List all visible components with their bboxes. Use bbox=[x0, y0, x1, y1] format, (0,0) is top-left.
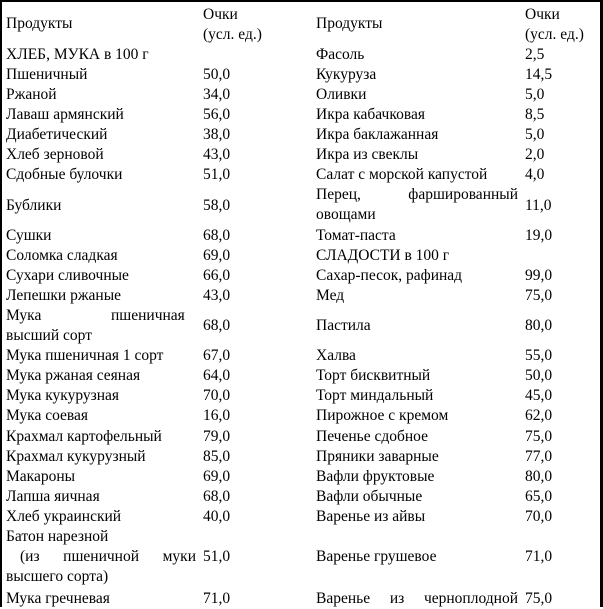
right-row-points: 99,0 bbox=[525, 267, 553, 284]
left-row-points: 43,0 bbox=[203, 146, 231, 163]
left-row-points: 40,0 bbox=[203, 508, 231, 525]
right-row-points: 70,0 bbox=[525, 508, 553, 525]
right-row-name: Томат-паста bbox=[316, 227, 396, 244]
left-row-name: Лепешки ржаные bbox=[6, 287, 122, 304]
left-row-points: 34,0 bbox=[203, 86, 231, 103]
right-row-points: 2,0 bbox=[525, 146, 545, 163]
left-row-name-line1-b: пшеничная bbox=[111, 307, 185, 324]
left-row-name: Мука соевая bbox=[6, 407, 89, 424]
table-top-border bbox=[0, 0, 603, 2]
left-row-name: Макароны bbox=[6, 468, 76, 485]
left-row-points: 70,0 bbox=[203, 387, 231, 404]
right-row-points: 5,0 bbox=[525, 86, 545, 103]
left-row-name: Бублики bbox=[6, 197, 62, 214]
right-row-points: 75,0 bbox=[525, 287, 553, 304]
left-row-points: 71,0 bbox=[203, 590, 231, 607]
left-row-name: Соломка сладкая bbox=[6, 247, 118, 264]
right-row-points: 65,0 bbox=[525, 488, 553, 505]
right-row-name: Икра из свеклы bbox=[316, 146, 419, 163]
left-header-units: (усл. ед.) bbox=[203, 26, 262, 43]
right-row-points: 50,0 bbox=[525, 367, 553, 384]
left-row-points: 51,0 bbox=[203, 548, 231, 565]
left-row-name: Мука кукурузная bbox=[6, 387, 120, 404]
left-row-points: 69,0 bbox=[203, 247, 231, 264]
right-row-points: 80,0 bbox=[525, 317, 553, 334]
left-row-name-line3: высшего сорта) bbox=[6, 568, 109, 585]
right-row-points: 62,0 bbox=[525, 407, 553, 424]
right-row-name: Салат с морской капустой bbox=[316, 166, 488, 183]
right-row-points: 11,0 bbox=[525, 197, 552, 214]
right-row-name: Вафли фруктовые bbox=[316, 468, 435, 485]
left-row-points: 16,0 bbox=[203, 407, 231, 424]
right-row-points: 5,0 bbox=[525, 126, 545, 143]
left-row-points: 51,0 bbox=[203, 166, 231, 183]
right-row-name: Кукуруза bbox=[316, 66, 377, 83]
right-row-name: Оливки bbox=[316, 86, 367, 103]
left-row-points: 85,0 bbox=[203, 448, 231, 465]
right-row-name: Печенье сдобное bbox=[316, 428, 428, 445]
right-row-name: Варенье грушевое bbox=[316, 548, 437, 565]
left-row-name: Мука ржаная сеяная bbox=[6, 367, 141, 384]
left-row-name: Лаваш армянский bbox=[6, 106, 124, 123]
right-row-name-line1: Перец, фаршированный bbox=[316, 186, 518, 203]
left-row-name: Мука пшеничная 1 сорт bbox=[6, 347, 164, 364]
left-row-points: 69,0 bbox=[203, 468, 231, 485]
right-row-points: 2,5 bbox=[525, 46, 545, 63]
right-row-name: Вафли обычные bbox=[316, 488, 423, 505]
left-row-points: 56,0 bbox=[203, 106, 231, 123]
right-row-name: Пирожное с кремом bbox=[316, 407, 449, 424]
left-row-name: Хлеб украинский bbox=[6, 508, 122, 525]
left-row-name: Ржаной bbox=[6, 86, 57, 103]
left-row-name: Крахмал кукурузный bbox=[6, 448, 146, 465]
left-row-name: Хлеб зерновой bbox=[6, 146, 104, 163]
right-row-name: Пастила bbox=[316, 317, 371, 334]
left-row-name-line1-a: Мука bbox=[6, 307, 42, 324]
right-row-points: 8,5 bbox=[525, 106, 545, 123]
left-row-name: Крахмал картофельный bbox=[6, 428, 162, 445]
left-row-points: 67,0 bbox=[203, 347, 231, 364]
right-row-points: 75,0 bbox=[525, 590, 553, 607]
left-row-points: 68,0 bbox=[203, 227, 231, 244]
right-row-name: Варенье из айвы bbox=[316, 508, 426, 525]
left-row-name: Диабетический bbox=[6, 126, 108, 143]
right-row-points: 45,0 bbox=[525, 387, 553, 404]
right-row-name: Торт миндальный bbox=[316, 387, 434, 404]
right-row-points: 55,0 bbox=[525, 347, 553, 364]
right-row-name: Икра кабачковая bbox=[316, 106, 425, 123]
right-row-name: Варенье из черноплодной bbox=[316, 590, 518, 607]
right-header-units: (усл. ед.) bbox=[525, 26, 584, 43]
left-row-points: 58,0 bbox=[203, 197, 231, 214]
right-row-name: Фасоль bbox=[316, 46, 365, 63]
left-row-points: 68,0 bbox=[203, 488, 231, 505]
right-row-name: Пряники заварные bbox=[316, 448, 439, 465]
right-row-name: Торт бисквитный bbox=[316, 367, 431, 384]
right-row-name: Халва bbox=[316, 347, 356, 364]
right-row-name-line2: овощами bbox=[316, 206, 376, 223]
right-row-points: 75,0 bbox=[525, 428, 553, 445]
right-row-points: 14,5 bbox=[525, 66, 553, 83]
left-header-products: Продукты bbox=[6, 15, 73, 32]
right-row-points: 80,0 bbox=[525, 468, 553, 485]
left-row-name: Лапша яичная bbox=[6, 488, 100, 505]
left-header-points: Очки bbox=[203, 6, 238, 23]
right-row-name: Сахар-песок, рафинад bbox=[316, 267, 463, 284]
left-row-points: 50,0 bbox=[203, 66, 231, 83]
left-row-name-line2: (из пшеничной муки bbox=[20, 548, 196, 565]
right-row-points: 77,0 bbox=[525, 448, 553, 465]
right-row-name: Икра баклажанная bbox=[316, 126, 439, 143]
left-row-name: Сдобные булочки bbox=[6, 166, 123, 183]
section-heading-sweets: СЛАДОСТИ в 100 г bbox=[316, 247, 450, 264]
left-row-name: Мука гречневая bbox=[6, 590, 110, 607]
left-row-name: Пшеничный bbox=[6, 66, 88, 83]
left-row-points: 43,0 bbox=[203, 287, 231, 304]
left-row-name: Сухари сливочные bbox=[6, 267, 129, 284]
right-row-points: 71,0 bbox=[525, 548, 553, 565]
left-row-name: Сушки bbox=[6, 227, 52, 244]
left-row-name-line1: Батон нарезной bbox=[6, 528, 109, 545]
right-row-points: 19,0 bbox=[525, 227, 553, 244]
left-row-name-line2: высший сорт bbox=[6, 327, 92, 344]
right-row-name: Мед bbox=[316, 287, 345, 304]
table-left-border bbox=[0, 0, 2, 607]
right-header-points: Очки bbox=[525, 6, 560, 23]
right-header-products: Продукты bbox=[316, 15, 383, 32]
section-heading-bread-flour: ХЛЕБ, МУКА в 100 г bbox=[6, 46, 149, 63]
left-row-points: 79,0 bbox=[203, 428, 231, 445]
left-row-points: 64,0 bbox=[203, 367, 231, 384]
left-row-points: 38,0 bbox=[203, 126, 231, 143]
right-row-points: 4,0 bbox=[525, 166, 545, 183]
left-row-points: 66,0 bbox=[203, 267, 231, 284]
left-row-points: 68,0 bbox=[203, 317, 231, 334]
